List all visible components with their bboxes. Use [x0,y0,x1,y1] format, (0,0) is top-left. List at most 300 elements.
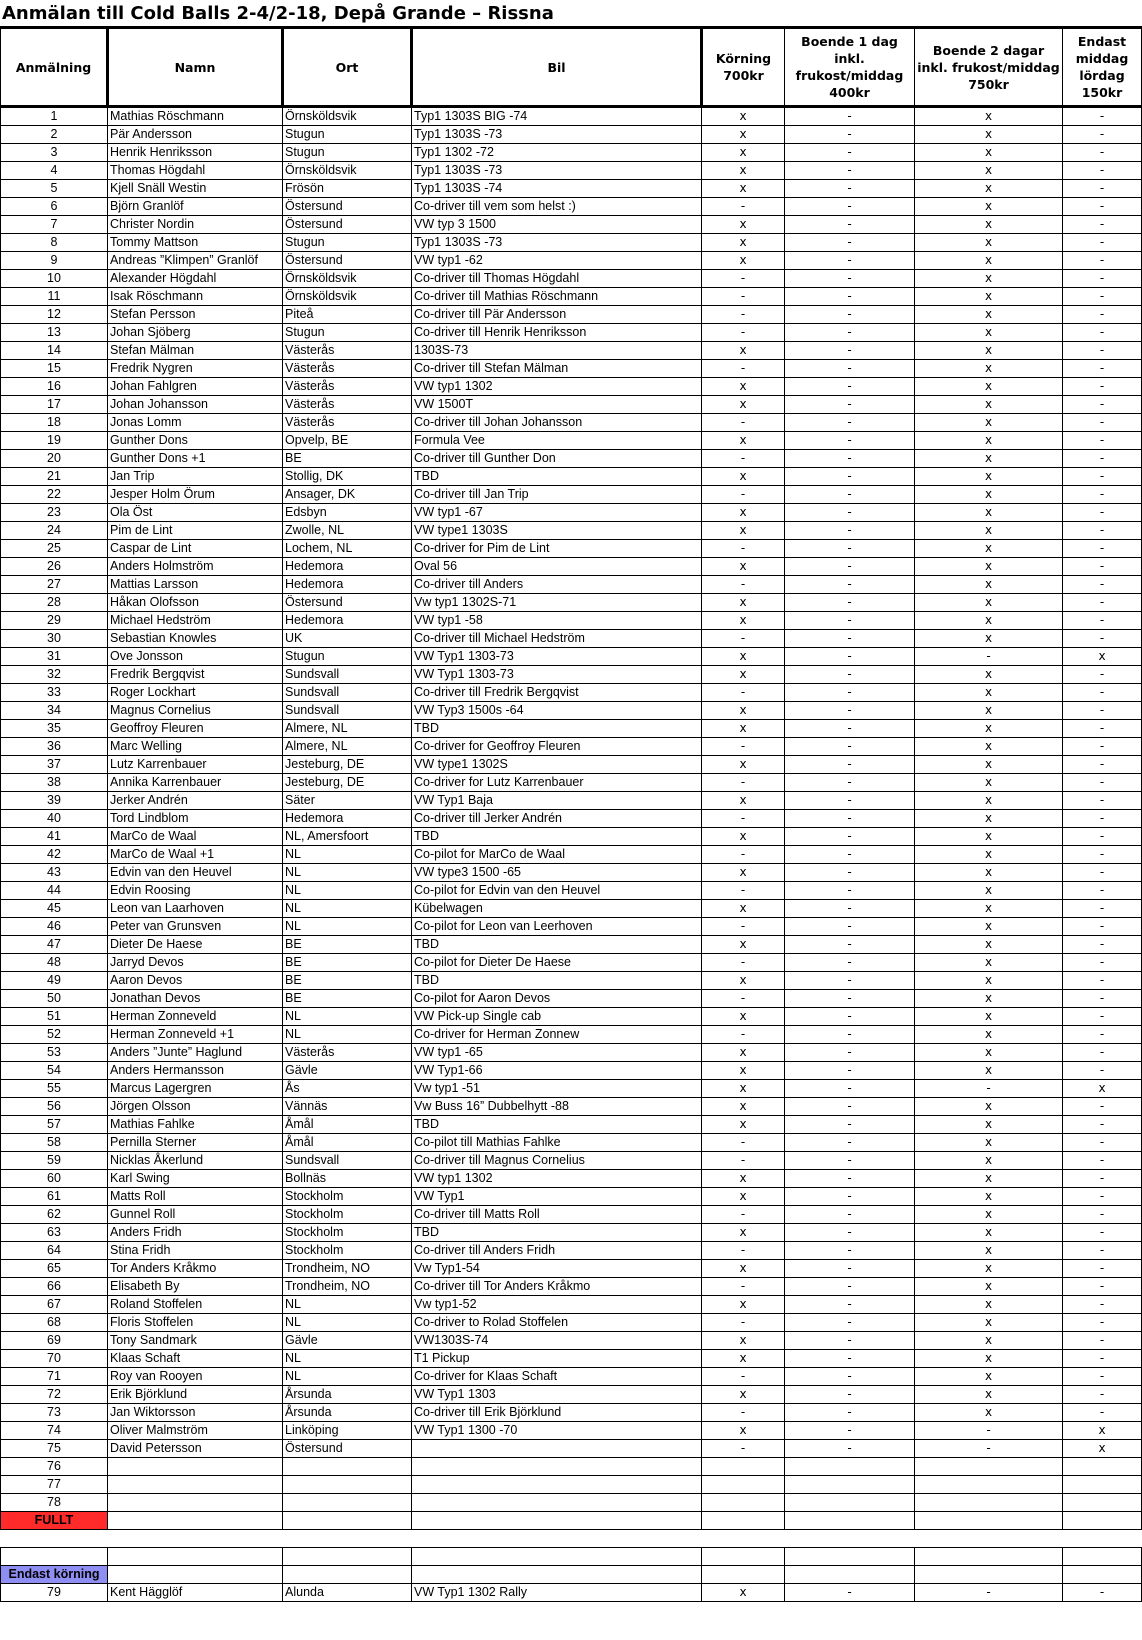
table-row [1,1026,1142,1044]
cell-namn [108,1458,283,1476]
cell-korning: - [702,576,785,594]
cell-bil: Co-driver till Magnus Cornelius [412,1152,702,1170]
cell-korning: - [702,684,785,702]
cell-endast-middag: - [1063,666,1142,684]
cell-namn: Geoffroy Fleuren [108,720,283,738]
cell-boende-2-dagar: x [915,666,1063,684]
cell-boende-2-dagar: x [915,864,1063,882]
cell-bil: Co-driver for Geoffroy Fleuren [412,738,702,756]
cell-boende-1-dag: - [785,684,915,702]
cell-anmalning: 7 [1,216,108,234]
cell-boende-1-dag: - [785,1116,915,1134]
cell-boende-1-dag: - [785,522,915,540]
cell-bil: VW type3 1500 -65 [412,864,702,882]
cell-bil: Co-driver for Lutz Karrenbauer [412,774,702,792]
cell-boende-2-dagar: x [915,846,1063,864]
cell-namn: Sebastian Knowles [108,630,283,648]
cell-namn: Fredrik Nygren [108,360,283,378]
cell-boende-2-dagar: x [915,1134,1063,1152]
cell-boende-1-dag: - [785,810,915,828]
cell-ort: NL [283,1296,412,1314]
cell-korning: x [702,234,785,252]
cell-korning: x [702,702,785,720]
cell-anmalning: 1 [1,107,108,126]
cell-bil: Co-driver till Fredrik Bergqvist [412,684,702,702]
cell-anmalning: 30 [1,630,108,648]
cell-endast-middag: - [1063,324,1142,342]
cell-anmalning: 53 [1,1044,108,1062]
cell-bil: TBD [412,468,702,486]
cell-boende-2-dagar: x [915,252,1063,270]
cell-namn: Jörgen Olsson [108,1098,283,1116]
cell-boende-2-dagar: x [915,558,1063,576]
cell-ort: Västerås [283,342,412,360]
cell-namn: Peter van Grunsven [108,918,283,936]
table-row [1,396,1142,414]
cell-korning: - [702,198,785,216]
cell-ort [283,1494,412,1512]
table-row [1,1044,1142,1062]
cell-korning: - [702,918,785,936]
cell-boende-1-dag: - [785,1224,915,1242]
cell-korning: x [702,342,785,360]
cell-boende-2-dagar: x [915,702,1063,720]
cell-bil: VW Typ1 1303-73 [412,648,702,666]
empty-cell [702,1512,785,1530]
cell-anmalning: 70 [1,1350,108,1368]
cell-endast-middag [1063,1548,1142,1566]
table-row [1,324,1142,342]
cell-bil: TBD [412,972,702,990]
table-row [1,954,1142,972]
table-row [1,576,1142,594]
cell-boende-1-dag: - [785,144,915,162]
cell-ort: Sundsvall [283,684,412,702]
cell-boende-2-dagar: x [915,1296,1063,1314]
cell-boende-2-dagar: x [915,810,1063,828]
cell-ort: BE [283,450,412,468]
cell-endast-middag: - [1063,1116,1142,1134]
cell-bil: VW 1500T [412,396,702,414]
cell-boende-2-dagar: x [915,162,1063,180]
cell-boende-2-dagar: x [915,270,1063,288]
table-row [1,774,1142,792]
cell-korning: - [702,486,785,504]
cell-namn: Alexander Högdahl [108,270,283,288]
table-row [1,450,1142,468]
table-row [1,107,1142,126]
cell-anmalning: 57 [1,1116,108,1134]
cell-ort: Stugun [283,324,412,342]
cell-bil: Co-driver for Herman Zonnew [412,1026,702,1044]
cell-anmalning: 39 [1,792,108,810]
cell-endast-middag: - [1063,990,1142,1008]
table-row [1,1476,1142,1494]
cell-ort: Östersund [283,594,412,612]
cell-bil: Co-pilot for MarCo de Waal [412,846,702,864]
cell-boende-2-dagar: x [915,1062,1063,1080]
cell-bil: VW typ1 -65 [412,1044,702,1062]
cell-namn: Gunther Dons +1 [108,450,283,468]
cell-endast-middag: - [1063,1296,1142,1314]
cell-namn: Roy van Rooyen [108,1368,283,1386]
cell-anmalning: 20 [1,450,108,468]
cell-boende-2-dagar: x [915,774,1063,792]
cell-boende-2-dagar: x [915,1350,1063,1368]
empty-cell [108,1512,283,1530]
table-row [1,288,1142,306]
cell-bil: VW typ1 1302 [412,378,702,396]
cell-boende-1-dag: - [785,756,915,774]
table-row [1,1098,1142,1116]
empty-cell [412,1566,702,1584]
table-row [1,1134,1142,1152]
table-row [1,342,1142,360]
cell-boende-2-dagar: x [915,342,1063,360]
cell-bil: Co-driver till Anders [412,576,702,594]
cell-korning: x [702,558,785,576]
cell-anmalning: 45 [1,900,108,918]
cell-endast-middag: - [1063,1278,1142,1296]
cell-namn: Stefan Persson [108,306,283,324]
cell-bil: Vw typ1 1302S-71 [412,594,702,612]
cell-boende-2-dagar: x [915,378,1063,396]
cell-ort: Örnsköldsvik [283,162,412,180]
cell-ort: Bollnäs [283,1170,412,1188]
cell-ort: Sundsvall [283,666,412,684]
cell-endast-middag: - [1063,864,1142,882]
cell-endast-middag: - [1063,1188,1142,1206]
cell-ort: Örnsköldsvik [283,270,412,288]
cell-anmalning: 23 [1,504,108,522]
cell-ort: NL [283,882,412,900]
cell-korning: x [702,1350,785,1368]
cell-boende-2-dagar: x [915,1224,1063,1242]
table-row [1,846,1142,864]
table-row [1,1548,1142,1566]
cell-ort: Opvelp, BE [283,432,412,450]
cell-namn: Pernilla Sterner [108,1134,283,1152]
cell-boende-1-dag: - [785,792,915,810]
cell-bil: VW typ1 1302 [412,1170,702,1188]
cell-boende-1-dag: - [785,378,915,396]
cell-korning: - [702,270,785,288]
cell-boende-1-dag [785,1458,915,1476]
cell-bil: VW type1 1302S [412,756,702,774]
cell-namn: Roger Lockhart [108,684,283,702]
empty-cell [915,1512,1063,1530]
empty-cell [785,1530,915,1548]
cell-endast-middag: - [1063,1368,1142,1386]
cell-bil: TBD [412,828,702,846]
cell-bil: Co-driver till Johan Johansson [412,414,702,432]
header-namn: Namn [108,28,283,107]
cell-namn: Pim de Lint [108,522,283,540]
cell-namn: Erik Björklund [108,1386,283,1404]
cell-boende-2-dagar: x [915,900,1063,918]
cell-korning: x [702,1224,785,1242]
cell-korning: - [702,1206,785,1224]
cell-endast-middag: x [1063,1440,1142,1458]
cell-boende-1-dag: - [785,180,915,198]
table-row [1,1332,1142,1350]
cell-bil: Co-driver till Anders Fridh [412,1242,702,1260]
cell-namn: Henrik Henriksson [108,144,283,162]
cell-boende-2-dagar: x [915,432,1063,450]
empty-cell [283,1512,412,1530]
cell-bil: TBD [412,1224,702,1242]
cell-boende-1-dag [785,1476,915,1494]
cell-namn: Ove Jonsson [108,648,283,666]
cell-endast-middag: - [1063,684,1142,702]
cell-korning: x [702,900,785,918]
cell-boende-2-dagar: x [915,324,1063,342]
header-bil: Bil [412,28,702,107]
cell-ort: Zwolle, NL [283,522,412,540]
cell-anmalning: 69 [1,1332,108,1350]
cell-bil: Vw typ1-52 [412,1296,702,1314]
cell-anmalning: 62 [1,1206,108,1224]
cell-bil: Co-driver till Thomas Högdahl [412,270,702,288]
cell-ort: NL [283,1350,412,1368]
cell-boende-2-dagar: x [915,198,1063,216]
cell-namn: Stina Fridh [108,1242,283,1260]
cell-korning: x [702,180,785,198]
cell-boende-1-dag: - [785,864,915,882]
cell-ort: Hedemora [283,576,412,594]
cell-boende-1-dag: - [785,882,915,900]
cell-boende-1-dag: - [785,612,915,630]
cell-boende-2-dagar: - [915,1080,1063,1098]
cell-bil [412,1476,702,1494]
cell-boende-1-dag: - [785,1368,915,1386]
cell-namn: Jesper Holm Örum [108,486,283,504]
empty-cell [412,1512,702,1530]
table-row [1,756,1142,774]
cell-boende-2-dagar: x [915,1188,1063,1206]
cell-anmalning: 58 [1,1134,108,1152]
cell-endast-middag: - [1063,1386,1142,1404]
cell-ort [283,1458,412,1476]
cell-korning: - [702,324,785,342]
cell-bil: Vw Buss 16” Dubbelhytt -88 [412,1098,702,1116]
cell-endast-middag: - [1063,522,1142,540]
cell-korning: x [702,1116,785,1134]
cell-anmalning: 32 [1,666,108,684]
table-row [1,522,1142,540]
cell-endast-middag: - [1063,774,1142,792]
cell-anmalning: 56 [1,1098,108,1116]
cell-boende-1-dag [785,1494,915,1512]
cell-anmalning: 64 [1,1242,108,1260]
cell-bil: Co-driver till Gunther Don [412,450,702,468]
cell-bil: Co-driver till Pär Andersson [412,306,702,324]
cell-ort: Lochem, NL [283,540,412,558]
cell-anmalning: 54 [1,1062,108,1080]
cell-boende-1-dag: - [785,432,915,450]
cell-endast-middag: - [1063,1584,1142,1602]
table-row [1,1242,1142,1260]
table-row [1,1008,1142,1026]
cell-endast-middag: - [1063,576,1142,594]
cell-endast-middag: - [1063,1062,1142,1080]
cell-boende-2-dagar: x [915,450,1063,468]
table-row [1,594,1142,612]
cell-korning: - [702,1134,785,1152]
empty-cell [1,1530,108,1548]
cell-boende-1-dag: - [785,1188,915,1206]
cell-bil: Co-driver till Jerker Andrén [412,810,702,828]
cell-endast-middag: - [1063,1008,1142,1026]
table-row [1,1188,1142,1206]
cell-ort: Stollig, DK [283,468,412,486]
cell-korning: - [702,306,785,324]
cell-korning: x [702,936,785,954]
cell-bil: Vw Typ1-54 [412,1260,702,1278]
cell-boende-2-dagar: x [915,1170,1063,1188]
table-row [1,1062,1142,1080]
cell-korning: x [702,1080,785,1098]
cell-korning [702,1494,785,1512]
cell-bil: Co-driver till Henrik Henriksson [412,324,702,342]
cell-endast-middag: - [1063,107,1142,126]
table-row [1,1350,1142,1368]
cell-korning: - [702,882,785,900]
cell-ort: Örnsköldsvik [283,288,412,306]
cell-ort: BE [283,954,412,972]
cell-endast-middag: - [1063,810,1142,828]
cell-namn: Marc Welling [108,738,283,756]
table-row [1,612,1142,630]
cell-korning: x [702,864,785,882]
cell-namn: Matts Roll [108,1188,283,1206]
cell-boende-2-dagar: x [915,1044,1063,1062]
cell-korning: x [702,1332,785,1350]
cell-bil: VW Typ1 1303-73 [412,666,702,684]
table-row [1,648,1142,666]
cell-anmalning: 12 [1,306,108,324]
cell-endast-middag: - [1063,558,1142,576]
table-row [1,252,1142,270]
cell-korning: - [702,990,785,1008]
table-row [1,1494,1142,1512]
cell-namn: Jan Trip [108,468,283,486]
cell-ort: NL [283,846,412,864]
header-anmalning: Anmälning [1,28,108,107]
cell-boende-1-dag: - [785,558,915,576]
cell-boende-2-dagar: x [915,504,1063,522]
cell-bil: Co-driver till Jan Trip [412,486,702,504]
cell-boende-1-dag: - [785,828,915,846]
cell-boende-2-dagar: x [915,630,1063,648]
cell-korning: - [702,846,785,864]
cell-ort: Jesteburg, DE [283,756,412,774]
cell-ort: Årsunda [283,1386,412,1404]
table-row [1,918,1142,936]
cell-anmalning: 16 [1,378,108,396]
cell-endast-middag: - [1063,954,1142,972]
cell-bil: Typ1 1303S BIG -74 [412,107,702,126]
cell-boende-2-dagar: x [915,972,1063,990]
table-row [1,486,1142,504]
spacer-row [1,1530,1142,1548]
cell-anmalning: 68 [1,1314,108,1332]
cell-anmalning: 65 [1,1260,108,1278]
cell-namn: Tord Lindblom [108,810,283,828]
cell-namn: Caspar de Lint [108,540,283,558]
cell-korning: x [702,756,785,774]
cell-ort: NL [283,1026,412,1044]
cell-anmalning: 17 [1,396,108,414]
cell-korning: - [702,1152,785,1170]
cell-korning: x [702,720,785,738]
cell-boende-2-dagar: - [915,1422,1063,1440]
cell-boende-2-dagar: x [915,107,1063,126]
cell-boende-1-dag: - [785,1260,915,1278]
empty-cell [108,1566,283,1584]
cell-endast-middag: - [1063,144,1142,162]
cell-namn: Jarryd Devos [108,954,283,972]
cell-korning: x [702,396,785,414]
cell-namn: Tommy Mattson [108,234,283,252]
cell-boende-2-dagar [915,1476,1063,1494]
cell-bil [412,1458,702,1476]
cell-anmalning: 6 [1,198,108,216]
empty-cell [1063,1512,1142,1530]
cell-korning: x [702,126,785,144]
cell-boende-2-dagar: x [915,486,1063,504]
cell-namn: Michael Hedström [108,612,283,630]
cell-ort: Västerås [283,360,412,378]
cell-ort: Stockholm [283,1206,412,1224]
cell-namn: Mattias Larsson [108,576,283,594]
cell-boende-2-dagar: x [915,1278,1063,1296]
header-row [1,28,1142,107]
endast-korning-row [1,1566,1142,1584]
cell-korning: x [702,1098,785,1116]
cell-anmalning: 72 [1,1386,108,1404]
cell-korning: - [702,1368,785,1386]
cell-anmalning: 31 [1,648,108,666]
cell-namn: MarCo de Waal +1 [108,846,283,864]
cell-anmalning: 40 [1,810,108,828]
cell-ort: Gävle [283,1332,412,1350]
cell-boende-1-dag: - [785,396,915,414]
cell-namn: Elisabeth By [108,1278,283,1296]
cell-korning: x [702,666,785,684]
page-title: Anmälan till Cold Balls 2-4/2-18, Depå Grande – Rissna [2,3,554,24]
empty-cell [412,1530,702,1548]
cell-korning [702,1458,785,1476]
table-row [1,378,1142,396]
cell-anmalning: 3 [1,144,108,162]
cell-korning: - [702,414,785,432]
cell-boende-1-dag: - [785,1350,915,1368]
cell-endast-middag: - [1063,1332,1142,1350]
cell-bil: VW typ1 -58 [412,612,702,630]
cell-korning: x [702,648,785,666]
empty-cell [283,1566,412,1584]
cell-bil [412,1548,702,1566]
table-row [1,828,1142,846]
cell-ort: BE [283,990,412,1008]
cell-anmalning: 66 [1,1278,108,1296]
endast-korning-row-label: Endast körning [1,1566,108,1584]
cell-boende-1-dag: - [785,630,915,648]
cell-ort: Hedemora [283,558,412,576]
table-row [1,504,1142,522]
cell-ort: Gävle [283,1062,412,1080]
